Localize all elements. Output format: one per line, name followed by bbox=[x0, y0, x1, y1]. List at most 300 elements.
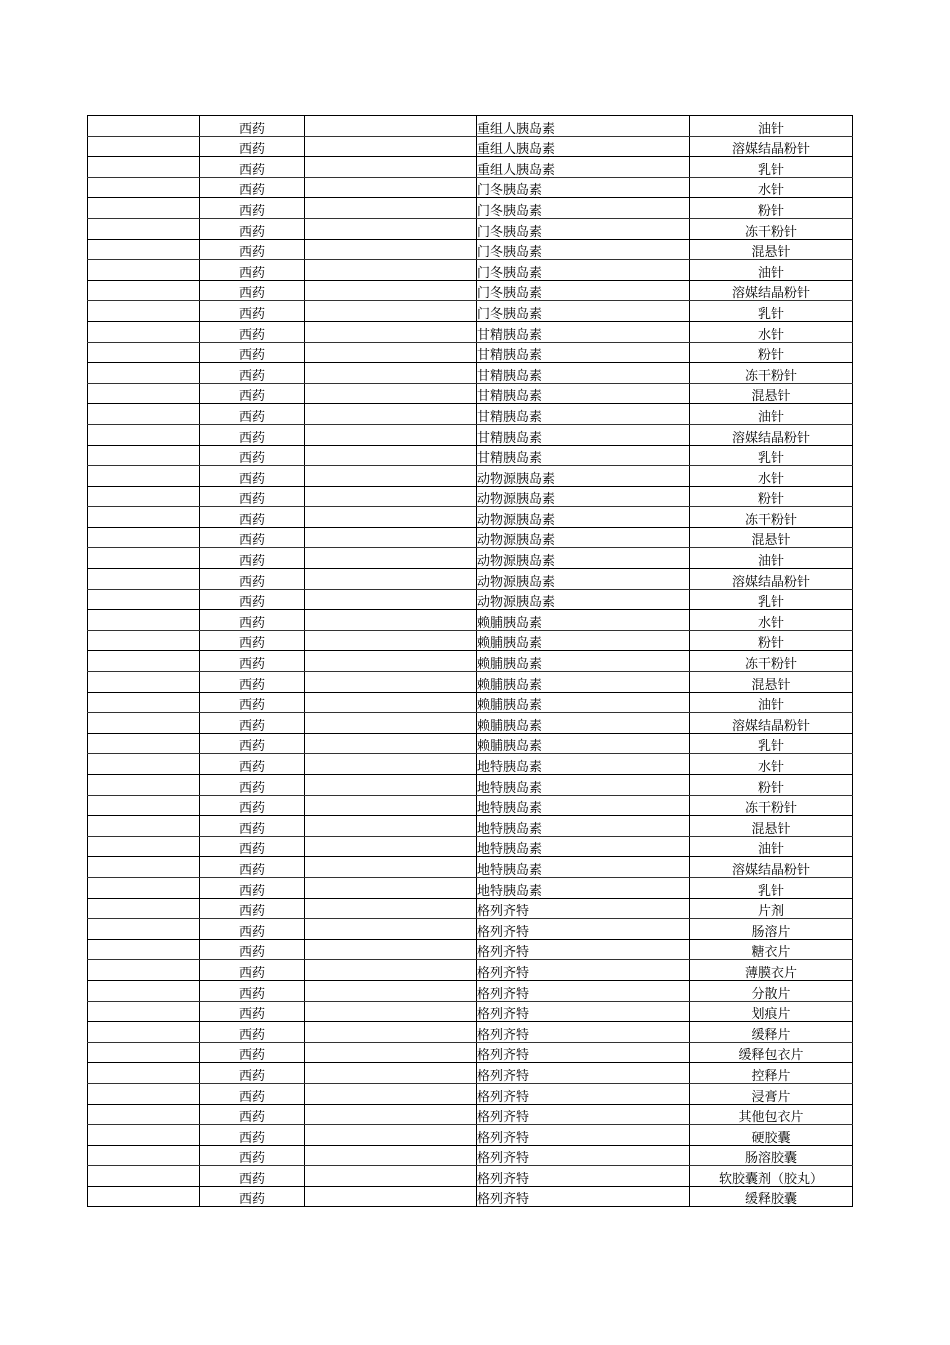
table-row bbox=[88, 816, 853, 837]
drug-name-cell: 赖脯胰岛素 bbox=[477, 733, 690, 754]
drug-name-cell: 格列齐特 bbox=[477, 1063, 690, 1084]
empty-cell bbox=[305, 630, 477, 651]
empty-cell bbox=[305, 1063, 477, 1084]
drug-name-cell: 格列齐特 bbox=[477, 1042, 690, 1063]
empty-cell bbox=[88, 383, 200, 404]
empty-cell bbox=[305, 136, 477, 157]
table-row bbox=[88, 754, 853, 775]
empty-cell bbox=[305, 424, 477, 445]
drug-name-cell: 甘精胰岛素 bbox=[477, 404, 690, 425]
empty-cell bbox=[305, 713, 477, 734]
table-row bbox=[88, 507, 853, 528]
empty-cell bbox=[88, 1022, 200, 1043]
dosage-form-cell: 溶媒结晶粉针 bbox=[690, 713, 853, 734]
category-cell: 西药 bbox=[200, 507, 305, 528]
table-row bbox=[88, 898, 853, 919]
category-cell: 西药 bbox=[200, 960, 305, 981]
dosage-form-cell: 冻干粉针 bbox=[690, 363, 853, 384]
drug-name-cell: 门冬胰岛素 bbox=[477, 260, 690, 281]
empty-cell bbox=[88, 672, 200, 693]
table-row bbox=[88, 1166, 853, 1187]
table-row bbox=[88, 363, 853, 384]
drug-name-cell: 门冬胰岛素 bbox=[477, 301, 690, 322]
category-cell: 西药 bbox=[200, 301, 305, 322]
empty-cell bbox=[305, 445, 477, 466]
drug-name-cell: 动物源胰岛素 bbox=[477, 527, 690, 548]
empty-cell bbox=[88, 260, 200, 281]
empty-cell bbox=[88, 342, 200, 363]
category-cell: 西药 bbox=[200, 569, 305, 590]
table-row bbox=[88, 939, 853, 960]
category-cell: 西药 bbox=[200, 898, 305, 919]
dosage-form-cell: 水针 bbox=[690, 321, 853, 342]
empty-cell bbox=[305, 1125, 477, 1146]
drug-name-cell: 门冬胰岛素 bbox=[477, 198, 690, 219]
category-cell: 西药 bbox=[200, 321, 305, 342]
table-row bbox=[88, 1125, 853, 1146]
table-row bbox=[88, 218, 853, 239]
dosage-form-cell: 薄膜衣片 bbox=[690, 960, 853, 981]
dosage-form-cell: 粉针 bbox=[690, 775, 853, 796]
dosage-form-cell: 肠溶胶囊 bbox=[690, 1145, 853, 1166]
empty-cell bbox=[305, 857, 477, 878]
drug-name-cell: 格列齐特 bbox=[477, 1104, 690, 1125]
dosage-form-cell: 混悬针 bbox=[690, 816, 853, 837]
empty-cell bbox=[88, 1104, 200, 1125]
dosage-form-cell: 分散片 bbox=[690, 980, 853, 1001]
empty-cell bbox=[305, 507, 477, 528]
empty-cell bbox=[88, 692, 200, 713]
dosage-form-cell: 油针 bbox=[690, 692, 853, 713]
table-row bbox=[88, 672, 853, 693]
empty-cell bbox=[305, 795, 477, 816]
category-cell: 西药 bbox=[200, 116, 305, 137]
dosage-form-cell: 水针 bbox=[690, 610, 853, 631]
empty-cell bbox=[305, 754, 477, 775]
empty-cell bbox=[88, 754, 200, 775]
category-cell: 西药 bbox=[200, 775, 305, 796]
empty-cell bbox=[305, 383, 477, 404]
dosage-form-cell: 乳针 bbox=[690, 589, 853, 610]
empty-cell bbox=[305, 404, 477, 425]
drug-name-cell: 门冬胰岛素 bbox=[477, 239, 690, 260]
drug-name-cell: 地特胰岛素 bbox=[477, 775, 690, 796]
empty-cell bbox=[305, 1145, 477, 1166]
drug-name-cell: 格列齐特 bbox=[477, 1022, 690, 1043]
dosage-form-cell: 油针 bbox=[690, 260, 853, 281]
drug-name-cell: 地特胰岛素 bbox=[477, 877, 690, 898]
empty-cell bbox=[88, 836, 200, 857]
empty-cell bbox=[305, 342, 477, 363]
category-cell: 西药 bbox=[200, 177, 305, 198]
category-cell: 西药 bbox=[200, 713, 305, 734]
category-cell: 西药 bbox=[200, 980, 305, 1001]
dosage-form-cell: 溶媒结晶粉针 bbox=[690, 136, 853, 157]
empty-cell bbox=[88, 1166, 200, 1187]
table-row bbox=[88, 692, 853, 713]
empty-cell bbox=[305, 1166, 477, 1187]
dosage-form-cell: 溶媒结晶粉针 bbox=[690, 569, 853, 590]
category-cell: 西药 bbox=[200, 527, 305, 548]
drug-name-cell: 甘精胰岛素 bbox=[477, 383, 690, 404]
empty-cell bbox=[88, 939, 200, 960]
drug-name-cell: 格列齐特 bbox=[477, 1166, 690, 1187]
empty-cell bbox=[88, 713, 200, 734]
category-cell: 西药 bbox=[200, 836, 305, 857]
category-cell: 西药 bbox=[200, 651, 305, 672]
table-row bbox=[88, 157, 853, 178]
table-row bbox=[88, 836, 853, 857]
empty-cell bbox=[305, 239, 477, 260]
empty-cell bbox=[305, 898, 477, 919]
drug-name-cell: 甘精胰岛素 bbox=[477, 321, 690, 342]
category-cell: 西药 bbox=[200, 733, 305, 754]
table-row bbox=[88, 383, 853, 404]
empty-cell bbox=[305, 301, 477, 322]
drug-table bbox=[87, 115, 853, 1207]
table-row bbox=[88, 1063, 853, 1084]
drug-name-cell: 赖脯胰岛素 bbox=[477, 713, 690, 734]
table-row bbox=[88, 301, 853, 322]
empty-cell bbox=[88, 548, 200, 569]
table-row bbox=[88, 321, 853, 342]
category-cell: 西药 bbox=[200, 383, 305, 404]
category-cell: 西药 bbox=[200, 363, 305, 384]
empty-cell bbox=[305, 548, 477, 569]
empty-cell bbox=[305, 960, 477, 981]
dosage-form-cell: 肠溶片 bbox=[690, 919, 853, 940]
category-cell: 西药 bbox=[200, 239, 305, 260]
dosage-form-cell: 其他包衣片 bbox=[690, 1104, 853, 1125]
dosage-form-cell: 油针 bbox=[690, 116, 853, 137]
empty-cell bbox=[305, 836, 477, 857]
drug-name-cell: 赖脯胰岛素 bbox=[477, 630, 690, 651]
dosage-form-cell: 乳针 bbox=[690, 157, 853, 178]
drug-name-cell: 赖脯胰岛素 bbox=[477, 651, 690, 672]
category-cell: 西药 bbox=[200, 342, 305, 363]
empty-cell bbox=[305, 1083, 477, 1104]
empty-cell bbox=[305, 177, 477, 198]
category-cell: 西药 bbox=[200, 548, 305, 569]
category-cell: 西药 bbox=[200, 795, 305, 816]
category-cell: 西药 bbox=[200, 260, 305, 281]
drug-name-cell: 格列齐特 bbox=[477, 919, 690, 940]
empty-cell bbox=[305, 527, 477, 548]
empty-cell bbox=[88, 630, 200, 651]
category-cell: 西药 bbox=[200, 136, 305, 157]
empty-cell bbox=[88, 1083, 200, 1104]
category-cell: 西药 bbox=[200, 280, 305, 301]
empty-cell bbox=[88, 1186, 200, 1207]
dosage-form-cell: 硬胶囊 bbox=[690, 1125, 853, 1146]
category-cell: 西药 bbox=[200, 404, 305, 425]
empty-cell bbox=[305, 280, 477, 301]
category-cell: 西药 bbox=[200, 816, 305, 837]
table-row bbox=[88, 775, 853, 796]
table-row bbox=[88, 630, 853, 651]
category-cell: 西药 bbox=[200, 1104, 305, 1125]
empty-cell bbox=[88, 507, 200, 528]
drug-name-cell: 甘精胰岛素 bbox=[477, 445, 690, 466]
dosage-form-cell: 溶媒结晶粉针 bbox=[690, 424, 853, 445]
table-row bbox=[88, 1104, 853, 1125]
empty-cell bbox=[88, 177, 200, 198]
empty-cell bbox=[305, 466, 477, 487]
empty-cell bbox=[88, 980, 200, 1001]
empty-cell bbox=[88, 445, 200, 466]
table-row bbox=[88, 919, 853, 940]
table-row bbox=[88, 548, 853, 569]
drug-name-cell: 重组人胰岛素 bbox=[477, 157, 690, 178]
category-cell: 西药 bbox=[200, 1166, 305, 1187]
category-cell: 西药 bbox=[200, 1001, 305, 1022]
category-cell: 西药 bbox=[200, 218, 305, 239]
table-row bbox=[88, 713, 853, 734]
empty-cell bbox=[88, 486, 200, 507]
drug-name-cell: 甘精胰岛素 bbox=[477, 342, 690, 363]
dosage-form-cell: 缓释胶囊 bbox=[690, 1186, 853, 1207]
category-cell: 西药 bbox=[200, 1022, 305, 1043]
dosage-form-cell: 水针 bbox=[690, 177, 853, 198]
dosage-form-cell: 冻干粉针 bbox=[690, 507, 853, 528]
empty-cell bbox=[305, 692, 477, 713]
empty-cell bbox=[305, 1022, 477, 1043]
empty-cell bbox=[88, 960, 200, 981]
empty-cell bbox=[305, 1104, 477, 1125]
drug-name-cell: 格列齐特 bbox=[477, 1125, 690, 1146]
empty-cell bbox=[305, 1001, 477, 1022]
category-cell: 西药 bbox=[200, 610, 305, 631]
category-cell: 西药 bbox=[200, 1083, 305, 1104]
table-row bbox=[88, 1083, 853, 1104]
table-row bbox=[88, 466, 853, 487]
drug-name-cell: 门冬胰岛素 bbox=[477, 177, 690, 198]
empty-cell bbox=[88, 1063, 200, 1084]
dosage-form-cell: 混悬针 bbox=[690, 527, 853, 548]
table-row bbox=[88, 980, 853, 1001]
table-row bbox=[88, 445, 853, 466]
empty-cell bbox=[88, 321, 200, 342]
dosage-form-cell: 混悬针 bbox=[690, 672, 853, 693]
empty-cell bbox=[88, 733, 200, 754]
drug-name-cell: 重组人胰岛素 bbox=[477, 136, 690, 157]
empty-cell bbox=[88, 877, 200, 898]
table-row bbox=[88, 527, 853, 548]
dosage-form-cell: 油针 bbox=[690, 836, 853, 857]
table-row bbox=[88, 857, 853, 878]
table-row bbox=[88, 1022, 853, 1043]
drug-name-cell: 格列齐特 bbox=[477, 1186, 690, 1207]
empty-cell bbox=[88, 898, 200, 919]
empty-cell bbox=[88, 239, 200, 260]
category-cell: 西药 bbox=[200, 1063, 305, 1084]
table-row bbox=[88, 589, 853, 610]
category-cell: 西药 bbox=[200, 672, 305, 693]
empty-cell bbox=[88, 1125, 200, 1146]
drug-name-cell: 格列齐特 bbox=[477, 960, 690, 981]
empty-cell bbox=[305, 775, 477, 796]
table-row bbox=[88, 342, 853, 363]
drug-name-cell: 门冬胰岛素 bbox=[477, 218, 690, 239]
empty-cell bbox=[305, 116, 477, 137]
empty-cell bbox=[88, 157, 200, 178]
category-cell: 西药 bbox=[200, 1186, 305, 1207]
empty-cell bbox=[305, 486, 477, 507]
dosage-form-cell: 粉针 bbox=[690, 486, 853, 507]
table-row bbox=[88, 239, 853, 260]
drug-name-cell: 格列齐特 bbox=[477, 1001, 690, 1022]
dosage-form-cell: 乳针 bbox=[690, 445, 853, 466]
drug-name-cell: 格列齐特 bbox=[477, 980, 690, 1001]
category-cell: 西药 bbox=[200, 1145, 305, 1166]
empty-cell bbox=[305, 569, 477, 590]
category-cell: 西药 bbox=[200, 198, 305, 219]
dosage-form-cell: 冻干粉针 bbox=[690, 795, 853, 816]
empty-cell bbox=[88, 466, 200, 487]
dosage-form-cell: 粉针 bbox=[690, 630, 853, 651]
empty-cell bbox=[88, 280, 200, 301]
table-row bbox=[88, 733, 853, 754]
drug-name-cell: 地特胰岛素 bbox=[477, 857, 690, 878]
drug-name-cell: 格列齐特 bbox=[477, 1145, 690, 1166]
empty-cell bbox=[305, 651, 477, 672]
table-row bbox=[88, 1042, 853, 1063]
drug-name-cell: 赖脯胰岛素 bbox=[477, 610, 690, 631]
drug-name-cell: 甘精胰岛素 bbox=[477, 424, 690, 445]
table-row bbox=[88, 610, 853, 631]
category-cell: 西药 bbox=[200, 877, 305, 898]
drug-name-cell: 动物源胰岛素 bbox=[477, 589, 690, 610]
dosage-form-cell: 水针 bbox=[690, 754, 853, 775]
dosage-form-cell: 溶媒结晶粉针 bbox=[690, 280, 853, 301]
empty-cell bbox=[305, 589, 477, 610]
table-row bbox=[88, 569, 853, 590]
drug-name-cell: 门冬胰岛素 bbox=[477, 280, 690, 301]
table-row bbox=[88, 1186, 853, 1207]
empty-cell bbox=[88, 857, 200, 878]
empty-cell bbox=[305, 1186, 477, 1207]
empty-cell bbox=[88, 795, 200, 816]
empty-cell bbox=[305, 610, 477, 631]
table-row bbox=[88, 877, 853, 898]
empty-cell bbox=[305, 198, 477, 219]
table-row bbox=[88, 1145, 853, 1166]
empty-cell bbox=[88, 651, 200, 672]
drug-name-cell: 动物源胰岛素 bbox=[477, 548, 690, 569]
drug-name-cell: 赖脯胰岛素 bbox=[477, 672, 690, 693]
dosage-form-cell: 混悬针 bbox=[690, 383, 853, 404]
empty-cell bbox=[305, 816, 477, 837]
empty-cell bbox=[88, 1042, 200, 1063]
category-cell: 西药 bbox=[200, 466, 305, 487]
table-row bbox=[88, 486, 853, 507]
empty-cell bbox=[88, 198, 200, 219]
empty-cell bbox=[305, 260, 477, 281]
drug-name-cell: 地特胰岛素 bbox=[477, 795, 690, 816]
category-cell: 西药 bbox=[200, 445, 305, 466]
empty-cell bbox=[88, 816, 200, 837]
empty-cell bbox=[88, 363, 200, 384]
drug-name-cell: 动物源胰岛素 bbox=[477, 486, 690, 507]
category-cell: 西药 bbox=[200, 939, 305, 960]
category-cell: 西药 bbox=[200, 857, 305, 878]
table-row bbox=[88, 116, 853, 137]
table-row bbox=[88, 1001, 853, 1022]
table-row bbox=[88, 424, 853, 445]
empty-cell bbox=[305, 157, 477, 178]
empty-cell bbox=[88, 775, 200, 796]
dosage-form-cell: 软胶囊剂（胶丸） bbox=[690, 1166, 853, 1187]
dosage-form-cell: 溶媒结晶粉针 bbox=[690, 857, 853, 878]
table-row bbox=[88, 795, 853, 816]
drug-name-cell: 动物源胰岛素 bbox=[477, 569, 690, 590]
dosage-form-cell: 乳针 bbox=[690, 301, 853, 322]
category-cell: 西药 bbox=[200, 630, 305, 651]
dosage-form-cell: 冻干粉针 bbox=[690, 218, 853, 239]
drug-name-cell: 格列齐特 bbox=[477, 1083, 690, 1104]
table-row bbox=[88, 280, 853, 301]
dosage-form-cell: 混悬针 bbox=[690, 239, 853, 260]
dosage-form-cell: 缓释包衣片 bbox=[690, 1042, 853, 1063]
empty-cell bbox=[305, 363, 477, 384]
empty-cell bbox=[88, 610, 200, 631]
table-row bbox=[88, 177, 853, 198]
table-row bbox=[88, 198, 853, 219]
empty-cell bbox=[88, 527, 200, 548]
drug-name-cell: 格列齐特 bbox=[477, 939, 690, 960]
empty-cell bbox=[88, 919, 200, 940]
empty-cell bbox=[305, 321, 477, 342]
drug-name-cell: 地特胰岛素 bbox=[477, 816, 690, 837]
table-row bbox=[88, 136, 853, 157]
empty-cell bbox=[305, 877, 477, 898]
category-cell: 西药 bbox=[200, 486, 305, 507]
dosage-form-cell: 冻干粉针 bbox=[690, 651, 853, 672]
category-cell: 西药 bbox=[200, 157, 305, 178]
empty-cell bbox=[88, 569, 200, 590]
dosage-form-cell: 划痕片 bbox=[690, 1001, 853, 1022]
dosage-form-cell: 缓释片 bbox=[690, 1022, 853, 1043]
dosage-form-cell: 油针 bbox=[690, 404, 853, 425]
empty-cell bbox=[88, 589, 200, 610]
table-row bbox=[88, 651, 853, 672]
category-cell: 西药 bbox=[200, 692, 305, 713]
empty-cell bbox=[305, 1042, 477, 1063]
table-row bbox=[88, 960, 853, 981]
dosage-form-cell: 油针 bbox=[690, 548, 853, 569]
empty-cell bbox=[88, 136, 200, 157]
category-cell: 西药 bbox=[200, 589, 305, 610]
category-cell: 西药 bbox=[200, 1042, 305, 1063]
empty-cell bbox=[88, 1001, 200, 1022]
category-cell: 西药 bbox=[200, 754, 305, 775]
empty-cell bbox=[88, 1145, 200, 1166]
dosage-form-cell: 粉针 bbox=[690, 198, 853, 219]
table-row bbox=[88, 404, 853, 425]
dosage-form-cell: 水针 bbox=[690, 466, 853, 487]
dosage-form-cell: 粉针 bbox=[690, 342, 853, 363]
empty-cell bbox=[88, 301, 200, 322]
empty-cell bbox=[305, 980, 477, 1001]
drug-name-cell: 甘精胰岛素 bbox=[477, 363, 690, 384]
empty-cell bbox=[88, 404, 200, 425]
empty-cell bbox=[88, 218, 200, 239]
table-row bbox=[88, 260, 853, 281]
category-cell: 西药 bbox=[200, 1125, 305, 1146]
category-cell: 西药 bbox=[200, 919, 305, 940]
dosage-form-cell: 乳针 bbox=[690, 733, 853, 754]
drug-name-cell: 地特胰岛素 bbox=[477, 754, 690, 775]
